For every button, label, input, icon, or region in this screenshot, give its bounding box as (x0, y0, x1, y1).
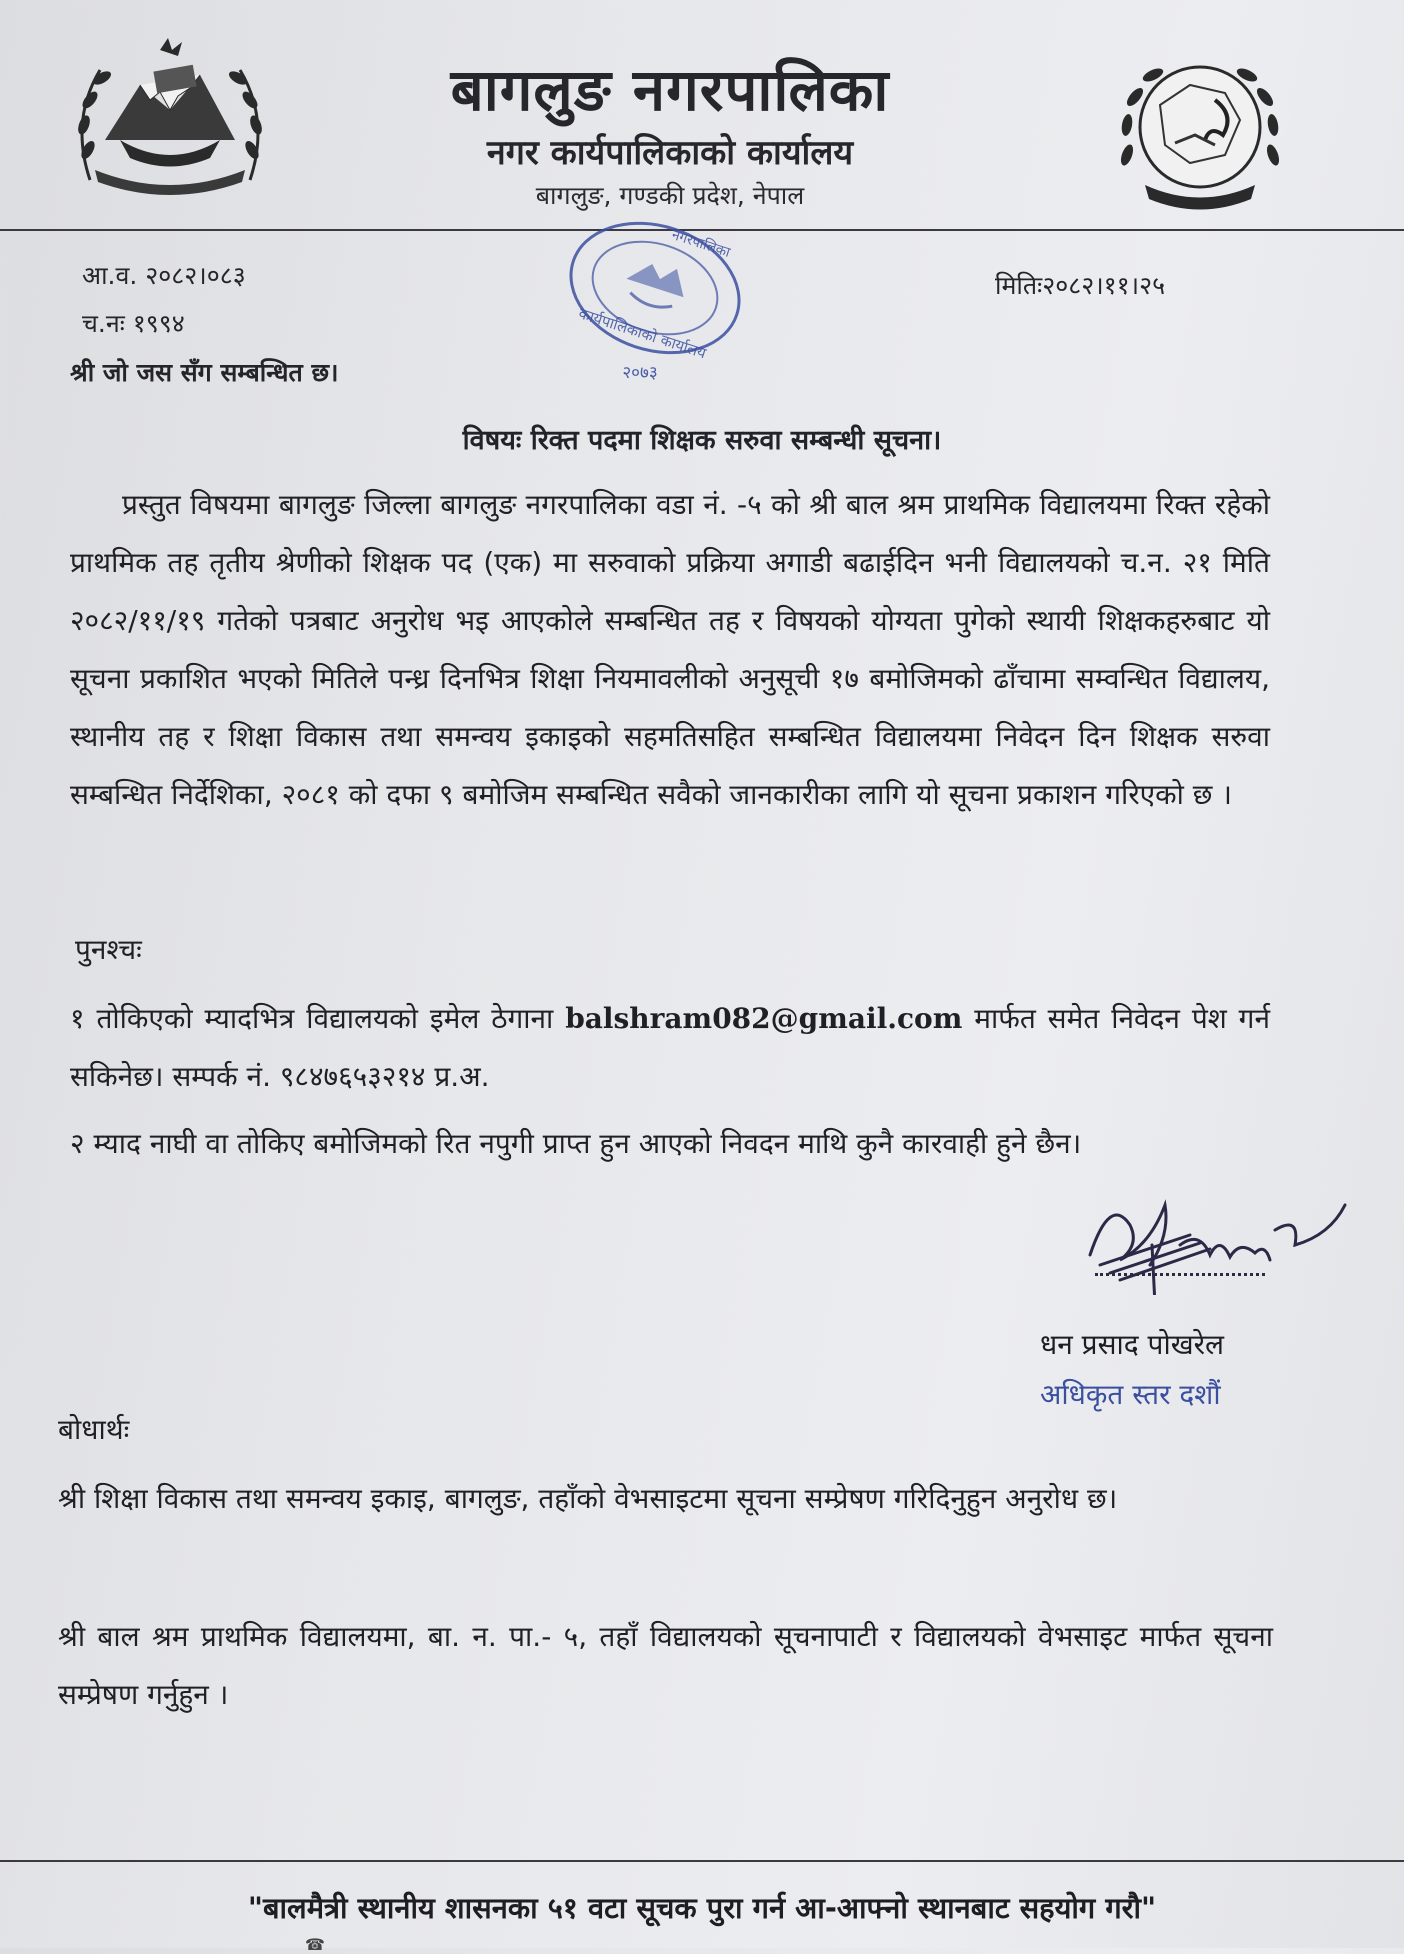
municipality-logo (1105, 45, 1295, 215)
footer-slogan: "बालमैत्री स्थानीय शासनका ५१ वटा सूचक पुरा गर्न आ-आफ्नो स्थानबाट सहयोग गरौ" (247, 1891, 1157, 1925)
dispatch-number: च.नः १९९४ (82, 309, 185, 338)
nepal-emblem-logo (60, 30, 280, 200)
recipient-line: श्री जो जस सँग सम्बन्धित छ। (70, 358, 339, 387)
letter-date: मितिः२०८२।११।२५ (995, 271, 1166, 300)
school-email: balshram082@gmail.com (565, 1002, 963, 1035)
cc-item-2 (58, 1608, 1273, 1724)
office-stamp (545, 208, 765, 388)
phone-icon: ☎ (305, 1935, 325, 1954)
signatory-designation: अधिकृत स्तर दशौं (1040, 1378, 1221, 1411)
body-paragraph: प्रस्तुत विषयमा बागलुङ जिल्ला बागलुङ नगरपालिका वडा नं. -५ को श्री बाल श्रम प्राथमिक विद्यालयमा रिक्त रहेको प्राथमिक तह तृतीय श्रेणीको शिक्षक पद (एक) मा सरुवाको प्रक्रिया अगाडी बढाईदिन भनी विद्यालयको च.न. २१ मिति २०८२/११/१९ गतेको पत्रबाट अनुरोध भइ आएकोले सम्बन्धित तह र विषयको योग्यता पुगेको स्थायी शिक्षकहरुबाट यो सूचना प्रकाशित भएको मितिले पन्ध्र दिनभित्र शिक्षा नियमावलीको अनुसूची १७ बमोजिमको ढाँचामा सम्वन्धित विद्यालय, स्थानीय तह र शिक्षा विकास तथा समन्वय इकाइको सहमतिसहित सम्बन्धित विद्यालयमा निवेदन दिन शिक्षक सरुवा सम्बन्धित निर्देशिका, २०८१ को दफा ९ बमोजिम सम्बन्धित सवैको जानकारीका लागि यो सूचना प्रकाशन गरिएको छ । (70, 488, 1270, 811)
postscript-label: पुनश्चः (75, 933, 142, 966)
office-title: बागलुङ नगरपालिका (450, 56, 890, 124)
cc-item-1 (58, 1470, 1273, 1528)
signatory-name: धन प्रसाद पोखरेल (1040, 1328, 1225, 1361)
notice-subject: विषयः रिक्त पदमा शिक्षक सरुवा सम्बन्धी सूचना। (462, 425, 942, 456)
cc-item-1-text: श्री शिक्षा विकास तथा समन्वय इकाइ, बागलुङ, तहाँको वेभसाइटमा सूचना सम्प्रेषण गरिदिनुहुन अनुरोध छ। (58, 1482, 1118, 1515)
fiscal-year: आ.व. २०८२।०८३ (82, 261, 246, 290)
svg-text:कार्यपालिकाको कार्यालय: कार्यपालिकाको कार्यालय (576, 304, 709, 363)
handwritten-signature (1070, 1185, 1350, 1295)
notice-body (70, 476, 1270, 824)
postscript-note-2 (70, 1115, 1270, 1173)
svg-text:२०७३: २०७३ (622, 363, 658, 383)
signature-line (1095, 1273, 1265, 1276)
note2-text: २ म्याद नाघी वा तोकिए बमोजिमको रित नपुगी प्राप्त हुन आएको निवदन माथि कुनै कारवाही हुने छैन। (70, 1127, 1082, 1160)
footer-divider (0, 1860, 1404, 1862)
cc-label: बोधार्थः (58, 1413, 130, 1446)
note1-contact: मार्फत समेत निवेदन पेश गर्न सकिनेछ। सम्पर्क नं. ९८४७६५३२१४ प्र.अ. (70, 1002, 1270, 1093)
office-address: बागलुङ, गण्डकी प्रदेश, नेपाल (535, 181, 805, 210)
postscript-note-1 (70, 990, 1270, 1106)
note1-text: १ तोकिएको म्यादभित्र विद्यालयको इमेल ठेगाना (70, 1002, 554, 1035)
svg-text:नगरपालिका: नगरपालिका (669, 227, 733, 261)
office-subtitle: नगर कार्यपालिकाको कार्यालय (486, 133, 854, 173)
cc-item-2-text: श्री बाल श्रम प्राथमिक विद्यालयमा, बा. न. पा.- ५, तहाँ विद्यालयको सूचनापाटी र विद्यालयको वेभसाइट मार्फत सूचना सम्प्रेषण गर्नुहुन । (58, 1620, 1273, 1711)
